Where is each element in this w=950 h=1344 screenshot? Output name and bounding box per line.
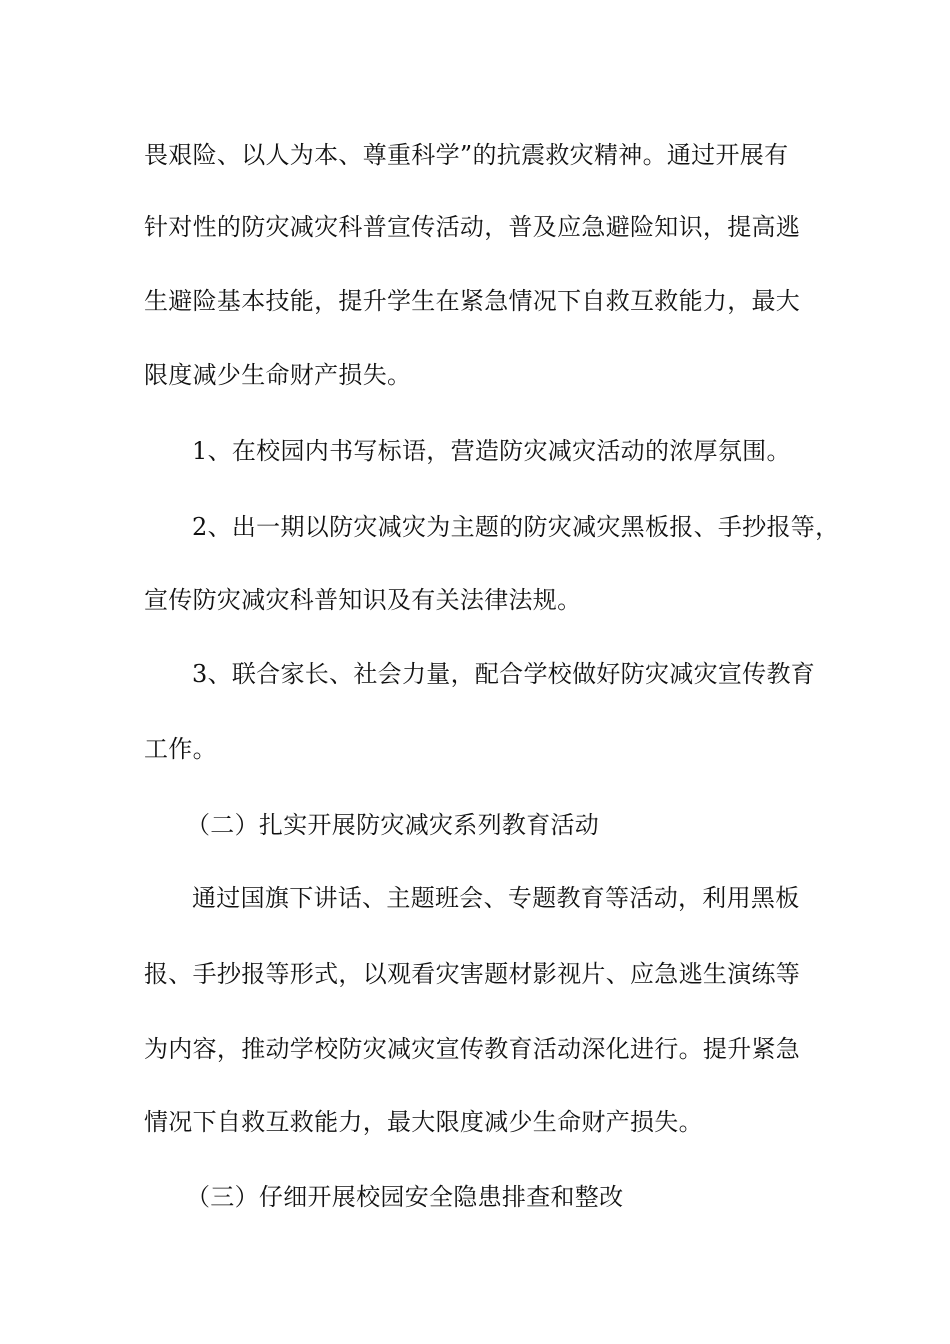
paragraph-line: 报、手抄报等形式，以观看灾害题材影视片、应急逃生演练等: [144, 960, 801, 988]
section-heading: （三）仔细开展校园安全隐患排查和整改: [186, 1183, 624, 1211]
paragraph-line: 情况下自救互救能力，最大限度减少生命财产损失。: [144, 1108, 703, 1136]
list-item-continuation: 宣传防灾减灾科普知识及有关法律法规。: [144, 586, 582, 614]
list-item-continuation: 工作。: [144, 735, 217, 763]
list-item: 1、在校园内书写标语，营造防灾减灾活动的浓厚氛围。: [192, 437, 791, 465]
paragraph-line: 生避险基本技能，提升学生在紧急情况下自救互救能力，最大: [144, 287, 801, 315]
paragraph-line: 畏艰险、以人为本、尊重科学”的抗震救灾精神。通过开展有: [144, 141, 789, 169]
list-item: 3、联合家长、社会力量，配合学校做好防灾减灾宣传教育: [192, 660, 816, 688]
section-heading: （二）扎实开展防灾减灾系列教育活动: [186, 811, 600, 839]
paragraph-line: 通过国旗下讲话、主题班会、专题教育等活动，利用黑板: [192, 884, 800, 912]
paragraph-line: 限度减少生命财产损失。: [144, 361, 412, 389]
list-item: 2、出一期以防灾减灾为主题的防灾减灾黑板报、手抄报等，: [192, 513, 840, 541]
paragraph-line: 针对性的防灾减灾科普宣传活动，普及应急避险知识，提高逃: [144, 213, 801, 241]
paragraph-line: 为内容，推动学校防灾减灾宣传教育活动深化进行。提升紧急: [144, 1035, 801, 1063]
